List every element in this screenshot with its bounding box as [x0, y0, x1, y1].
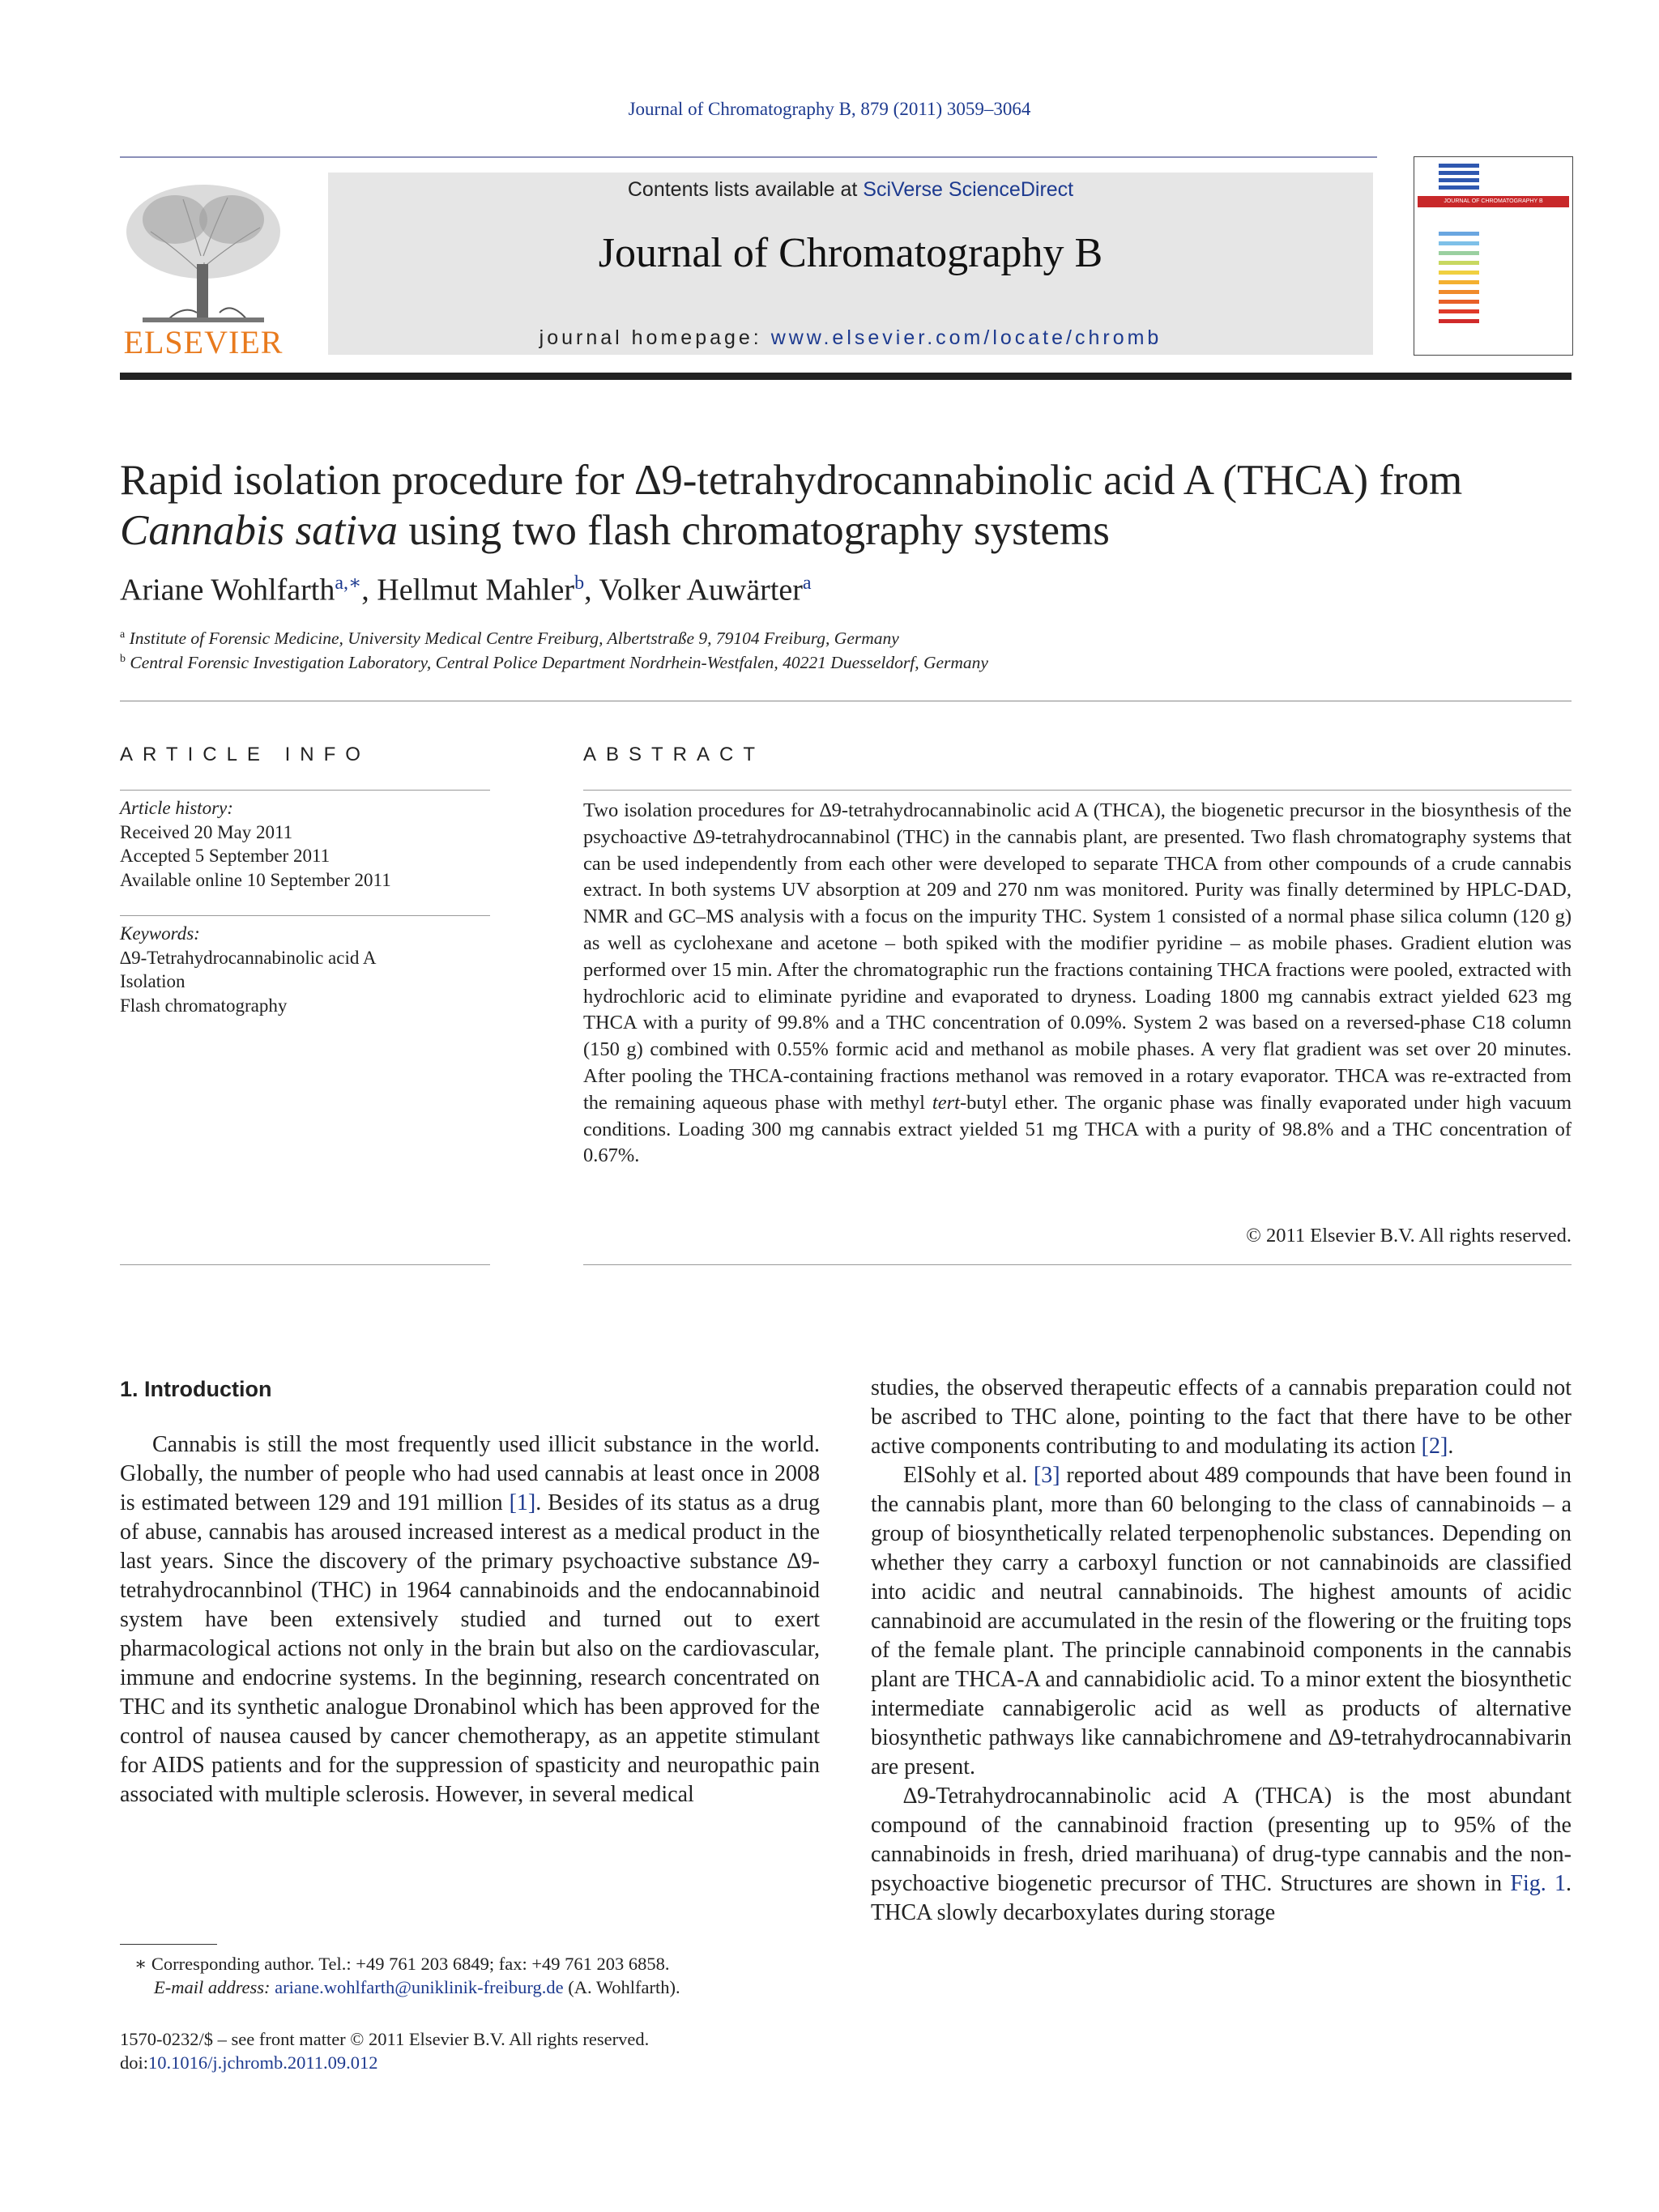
affiliation-mark: b: [120, 653, 126, 665]
figure-link[interactable]: Fig. 1: [1510, 1871, 1566, 1896]
cover-stripe: [1439, 251, 1479, 255]
homepage-link[interactable]: www.elsevier.com/locate/chromb: [770, 326, 1162, 349]
article-title: [120, 455, 1572, 556]
abstract-text-2: -butyl ether. The organic phase was finally evaporated under high vacuum conditions. Loading 300 mg cannabis extract yielded 51 mg THCA with a purity of 98.8% and a THC concentration of 0.67%.: [583, 1091, 1572, 1167]
accepted-date: Accepted 5 September 2011: [120, 846, 331, 866]
email-note: [120, 1975, 883, 1999]
section-heading-introduction: 1. Introduction: [120, 1377, 272, 1401]
author-separator: ,: [584, 573, 599, 607]
paragraph: [871, 1374, 1572, 1461]
journal-homepage: [328, 326, 1373, 350]
author-list: [120, 571, 1572, 608]
elsevier-logo: [118, 175, 288, 361]
doi-line: [120, 2051, 849, 2074]
paragraph-text: . THCA slowly decarboxylates during storage: [871, 1871, 1572, 1925]
cover-stripe: [1439, 300, 1479, 304]
paragraph-text: Cannabis is still the most frequently used illicit substance in the world. Globally, the number of people who had used cannabis at least once in 2008 is estimated between 129 and 191 million: [120, 1432, 820, 1515]
title-italic: Cannabis sativa: [120, 507, 399, 554]
paragraph-text: .: [1448, 1434, 1454, 1459]
elsevier-tree-icon: [118, 175, 288, 325]
article-history: [120, 796, 493, 892]
cover-stripe: [1439, 319, 1479, 323]
email-suffix: (A. Wohlfarth).: [563, 1977, 680, 1997]
journal-cover-thumbnail[interactable]: [1414, 156, 1573, 356]
reference-link[interactable]: [1]: [509, 1490, 536, 1515]
paragraph-text: . Besides of its status as a drug of abuse, cannabis has aroused increased interest as a medical product in the last years. Since the discovery of the primary psychoactive substance ∆9-tetrahydrocannbinol (THC) in 1964 cannabinoids and the endocannabinoid system have been extensively studied and turned out to exert pharmacological actions not only in the brain but also on the cardiovascular, immune and endocrine systems. In the beginning, research concentrated on THC and its synthetic analogue Dronabinol which has been approved for the control of nausea caused by cancer chemotherapy, as an appetite stimulant for AIDS patients and for the suppression of spasticity and neuropathic pain associated with multiple sclerosis. However, in several medical: [120, 1490, 820, 1807]
abstract-body: [583, 798, 1572, 1170]
cover-stripe: [1439, 271, 1479, 275]
author-affil-mark[interactable]: a: [802, 573, 812, 594]
journal-citation[interactable]: Journal of Chromatography B, 879 (2011) 3059–3064: [628, 99, 1031, 119]
cover-stripe: [1439, 178, 1479, 182]
received-date: Received 20 May 2011: [120, 821, 293, 842]
cover-stripe: [1439, 164, 1479, 168]
article-info-heading: ARTICLE INFO: [120, 744, 370, 765]
journal-banner: [328, 173, 1373, 355]
header-thick-rule: [120, 373, 1572, 380]
cover-title: JOURNAL OF CHROMATOGRAPHY B: [1418, 196, 1569, 207]
keywords-block: [120, 922, 493, 1017]
email-label: E-mail address:: [154, 1977, 275, 1997]
title-part-1: Rapid isolation procedure for ∆9-tetrahydrocannabinolic acid A (THCA) from: [120, 457, 1463, 504]
corresponding-author-note: ∗ Corresponding author. Tel.: +49 761 203 6849; fax: +49 761 203 6858.: [134, 1954, 670, 1974]
cover-stripe: [1439, 232, 1479, 236]
paragraph-text: ∆9-Tetrahydrocannabinolic acid A (THCA) is the most abundant compound of the cannabinoid fraction (presenting up to 95% of the cannabinoids in fresh, dried marihuana) of drug-type cannabis and the non-psychoactive biogenetic precursor of THC. Structures are shown in: [871, 1784, 1572, 1896]
cover-stripe: [1439, 261, 1479, 265]
paragraph-text: studies, the observed therapeutic effects of a cannabis preparation could not be ascribed to THC alone, pointing to the fact that there have to be other active components contributing to and modulating its action: [871, 1375, 1572, 1459]
cover-stripe: [1439, 185, 1479, 190]
doi-label: doi:: [120, 2052, 149, 2073]
abstract-heading: ABSTRACT: [583, 744, 766, 765]
keyword: Flash chromatography: [120, 995, 288, 1016]
keyword: Isolation: [120, 971, 186, 991]
affiliation-text: Institute of Forensic Medicine, University Medical Centre Freiburg, Albertstraße 9, 79104 Freiburg, Germany: [129, 629, 899, 649]
keywords-label: Keywords:: [120, 923, 200, 944]
doi-link[interactable]: 10.1016/j.jchromb.2011.09.012: [148, 2052, 378, 2073]
cover-stripe: [1439, 309, 1479, 313]
affiliation: [120, 629, 1572, 649]
author-separator: ,: [361, 573, 377, 607]
keyword: ∆9-Tetrahydrocannabinolic acid A: [120, 947, 377, 968]
cover-stripe: [1439, 290, 1479, 294]
abstract-rule: [583, 790, 1572, 791]
history-label: Article history:: [120, 798, 233, 818]
homepage-label: journal homepage:: [539, 326, 771, 349]
reference-link[interactable]: [2]: [1421, 1434, 1448, 1459]
author-name[interactable]: Ariane Wohlfarth: [120, 573, 335, 607]
affiliation-text: Central Forensic Investigation Laboratory, Central Police Department Nordrhein-Westfalen, 40221 Duesseldorf, Germany: [130, 653, 988, 673]
sciencedirect-link[interactable]: SciVerse ScienceDirect: [863, 178, 1074, 201]
cover-stripe: [1439, 241, 1479, 245]
footnote-divider: [120, 1944, 217, 1945]
abstract-rule: [583, 1264, 1572, 1265]
article-info-rule: [120, 1264, 490, 1265]
abstract-italic: tert: [932, 1091, 960, 1114]
paragraph: [871, 1461, 1572, 1782]
author-affil-mark[interactable]: b: [574, 573, 585, 594]
abstract-copyright: © 2011 Elsevier B.V. All rights reserved.: [1246, 1225, 1572, 1247]
affiliation-mark: a: [120, 629, 126, 641]
body-column-left: [120, 1430, 820, 1809]
title-part-2: using two flash chromatography systems: [398, 507, 1110, 554]
reference-link[interactable]: [3]: [1033, 1463, 1060, 1488]
paragraph: [871, 1782, 1572, 1928]
article-info-rule: [120, 915, 490, 916]
contents-prefix: Contents lists available at: [627, 178, 864, 201]
body-column-right: [871, 1374, 1572, 1928]
email-link[interactable]: ariane.wohlfarth@uniklinik-freiburg.de: [275, 1977, 564, 1997]
cover-stripe: [1439, 171, 1479, 175]
paragraph-text: reported about 489 compounds that have been found in the cannabis plant, more than 60 belonging to the class of cannabinoids – a group of biosynthetically related terpenophenolic substances. Depending on whether they carry a carboxyl function or not cannabinoids are classified into acidic and neutral cannabinoids. The highest amounts of acidic cannabinoid are accumulated in the resin of the flowering or the fruiting tops of the female plant. The principle cannabinoid components in the cannabis plant are THCA-A and cannabidiolic acid. To a minor extent the biosynthetic intermediate cannabigerolic acid as well as products of alternative biosynthetic pathways like cannabichromene and ∆9-tetrahydrocannabivarin are present.: [871, 1463, 1572, 1779]
paragraph-text: ElSohly et al.: [903, 1463, 1034, 1488]
issn-line: 1570-0232/$ – see front matter © 2011 Elsevier B.V. All rights reserved.: [120, 2029, 650, 2049]
author-affil-mark[interactable]: a,∗: [335, 573, 362, 594]
header-divider: [120, 156, 1377, 158]
abstract-text-1: Two isolation procedures for ∆9-tetrahydrocannabinolic acid A (THCA), the biogenetic precursor in the biosynthesis of the psychoactive ∆9-tetrahydrocannabinol (THC) in the cannabis plant, are presented. Two flash chromatography systems that can be used independently from each other were developed to separate THCA from other compounds of a crude cannabis extract. In both systems UV absorption at 209 and 270 nm was monitored. Purity was finally determined by HPLC-DAD, NMR and GC–MS analysis with a focus on the impurity THC. System 1 consisted of a normal phase silica column (120 g) as well as cyclohexane and acetone – both spiked with the modifier pyridine – as mobile phases. Gradient elution was performed over 15 min. After the chromatographic run the fractions containing THCA fractions were pooled, extracted with hydrochloric acid to eliminate pyridine and evaporated to dryness. Loading 1800 mg cannabis extract yielded 623 mg THCA with a purity of 99.8% and a THC concentration of 0.09%. System 2 was based on a reversed-phase C18 column (150 g) combined with 0.55% formic acid and methanol as mobile phases. A very flat gradient was set over 20 minutes. After pooling the THCA-containing fractions methanol was removed in a rotary evaporator. THCA was re-extracted from the remaining aqueous phase with methyl: [583, 799, 1572, 1114]
cover-stripe: [1439, 280, 1479, 284]
article-info-rule: [120, 790, 490, 791]
elsevier-wordmark: ELSEVIER: [123, 324, 284, 360]
online-date: Available online 10 September 2011: [120, 869, 391, 890]
author-name[interactable]: Hellmut Mahler: [377, 573, 575, 607]
journal-title: Journal of Chromatography B: [598, 230, 1103, 276]
contents-line: [328, 178, 1373, 202]
affiliation: [120, 653, 1572, 673]
paragraph: [120, 1430, 820, 1809]
author-name[interactable]: Volker Auwärter: [599, 573, 803, 607]
